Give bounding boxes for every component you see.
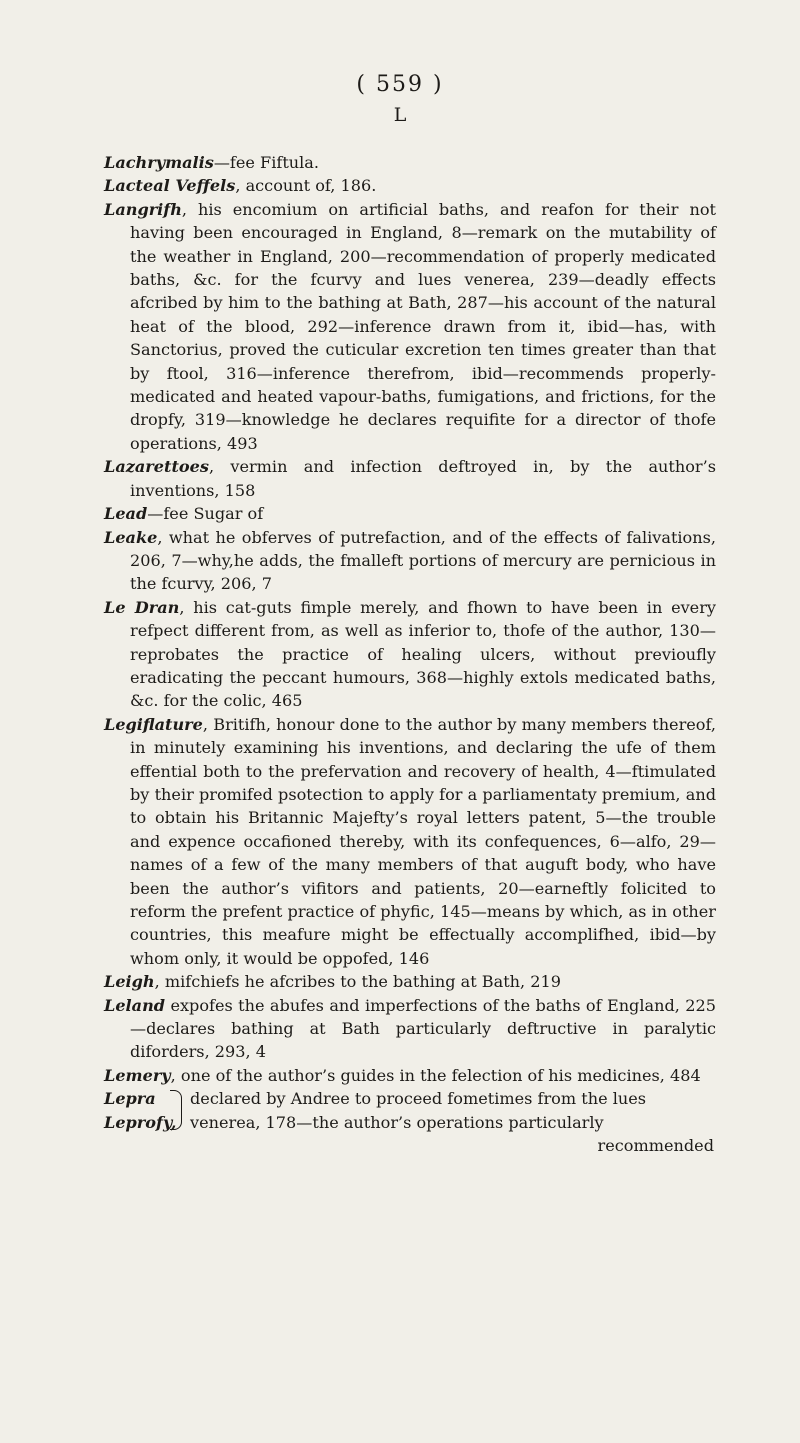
index-entry xyxy=(104,994,716,1064)
index-entry xyxy=(104,1064,716,1087)
bracketed-entry xyxy=(104,1087,716,1134)
entry-head: Lacteal Veffels xyxy=(104,176,236,196)
bracketed-heads xyxy=(104,1087,177,1134)
entry-text: expofes the abufes and imperfections of the baths of England, 225—declares bathing at Bath particularly deftructive in paralytic diforders, 293, 4 xyxy=(130,995,716,1062)
section-letter: L xyxy=(393,104,407,126)
index-entry xyxy=(104,502,716,525)
entry-text: —fee Fiftula. xyxy=(213,153,320,172)
entry-text: venerea, 178—the author’s operations particularly xyxy=(190,1112,604,1132)
page-number: ( 559 ) xyxy=(356,72,444,97)
index-entry xyxy=(104,713,716,970)
index-entry xyxy=(104,970,716,993)
brace-bracket xyxy=(170,1090,182,1130)
entry-text: , what he obferves of putrefaction, and of the effects of falivations, 206, 7—why,he adds, the fmalleft portions of mercury are pernicious in the fcurvy, 206, 7 xyxy=(130,527,716,594)
entry-head: Lazarettoes xyxy=(104,457,209,477)
index-entry xyxy=(104,151,716,174)
entry-head: Lepra xyxy=(104,1089,156,1109)
entry-text: , one of the author’s guides in the felection of his medicines, 484 xyxy=(170,1065,701,1085)
index-entry xyxy=(104,526,716,596)
entry-text: , account of, 186. xyxy=(235,176,377,196)
entry-head: Lead xyxy=(104,504,148,524)
index-entry xyxy=(104,596,716,713)
entry-text: declared by Andree to proceed fometimes from the lues xyxy=(190,1089,647,1109)
entry-text: , vermin and infection deftroyed in, by the author’s inventions, 158 xyxy=(130,457,716,500)
bracketed-text xyxy=(190,1087,716,1134)
index-entry xyxy=(104,455,716,502)
entry-head: Leake xyxy=(104,527,158,547)
entry-head: Legiflature xyxy=(104,714,203,734)
index-entries xyxy=(104,151,716,1157)
entry-text: , his cat-guts fimple merely, and fhown to have been in every refpect different from, as well as inferior to, thofe of the author, 130—reprobates the practice of healing ulcers, without previoufly eradicating the peccant humours, 368—highly extols medicated baths, &c. for the colic, 465 xyxy=(130,597,716,711)
entry-head: Langrifh xyxy=(104,199,182,219)
entry-head: Le Dran xyxy=(104,597,180,617)
entry-head: Lemery xyxy=(104,1065,171,1085)
entry-text: —fee Sugar of xyxy=(147,504,264,524)
entry-text: , his encomium on artificial baths, and reafon for their not having been encouraged in England, 8—remark on the mutability of the weather in England, 200—recommendation of properly medicated baths, &c. for the fcurvy and lues venerea, 239—deadly effects afcribed by him to the bathing at Bath, 287—his account of the natural heat of the blood, 292—inference drawn from it, ibid—has, with Sanctorius, proved the cuticular excretion ten times greater than that by ftool, 316—inference therefrom, ibid—recommends properly-medicated and heated vapour-baths, fumigations, and frictions, for the dropfy, 319—knowledge he declares requifite for a director of thofe operations, 493 xyxy=(130,199,716,453)
entry-text: , mifchiefs he afcribes to the bathing at Bath, 219 xyxy=(154,972,562,992)
entry-head: Leigh xyxy=(104,972,155,992)
index-entry xyxy=(104,198,716,455)
entry-head: Leprofy, xyxy=(104,1112,177,1132)
index-entry xyxy=(104,174,716,197)
entry-head: Leland xyxy=(104,995,166,1015)
entry-text: , Britifh, honour done to the author by many members thereof, in minutely examining his inventions, and declaring the ufe of them effential both to the prefervation and recovery of health, 4—ftimulated by their promifed psotection to apply for a parliamentaty premium, and to obtain his Britannic Majefty’s royal letters patent, 5—the trouble and expence occafioned thereby, with its confequences, 6—alfo, 29—names of a few of the many members of that auguft body, who have been the author’s vifitors and patients, 20—earneftly folicited to reform the prefent practice of phyfic, 145—means by which, as in other countries, this meafure might be effectually accomplifhed, ibid—by whom only, it would be oppofed, 146 xyxy=(130,714,716,968)
entry-head: Lachrymalis xyxy=(104,153,214,172)
catchword: recommended xyxy=(597,1136,714,1156)
